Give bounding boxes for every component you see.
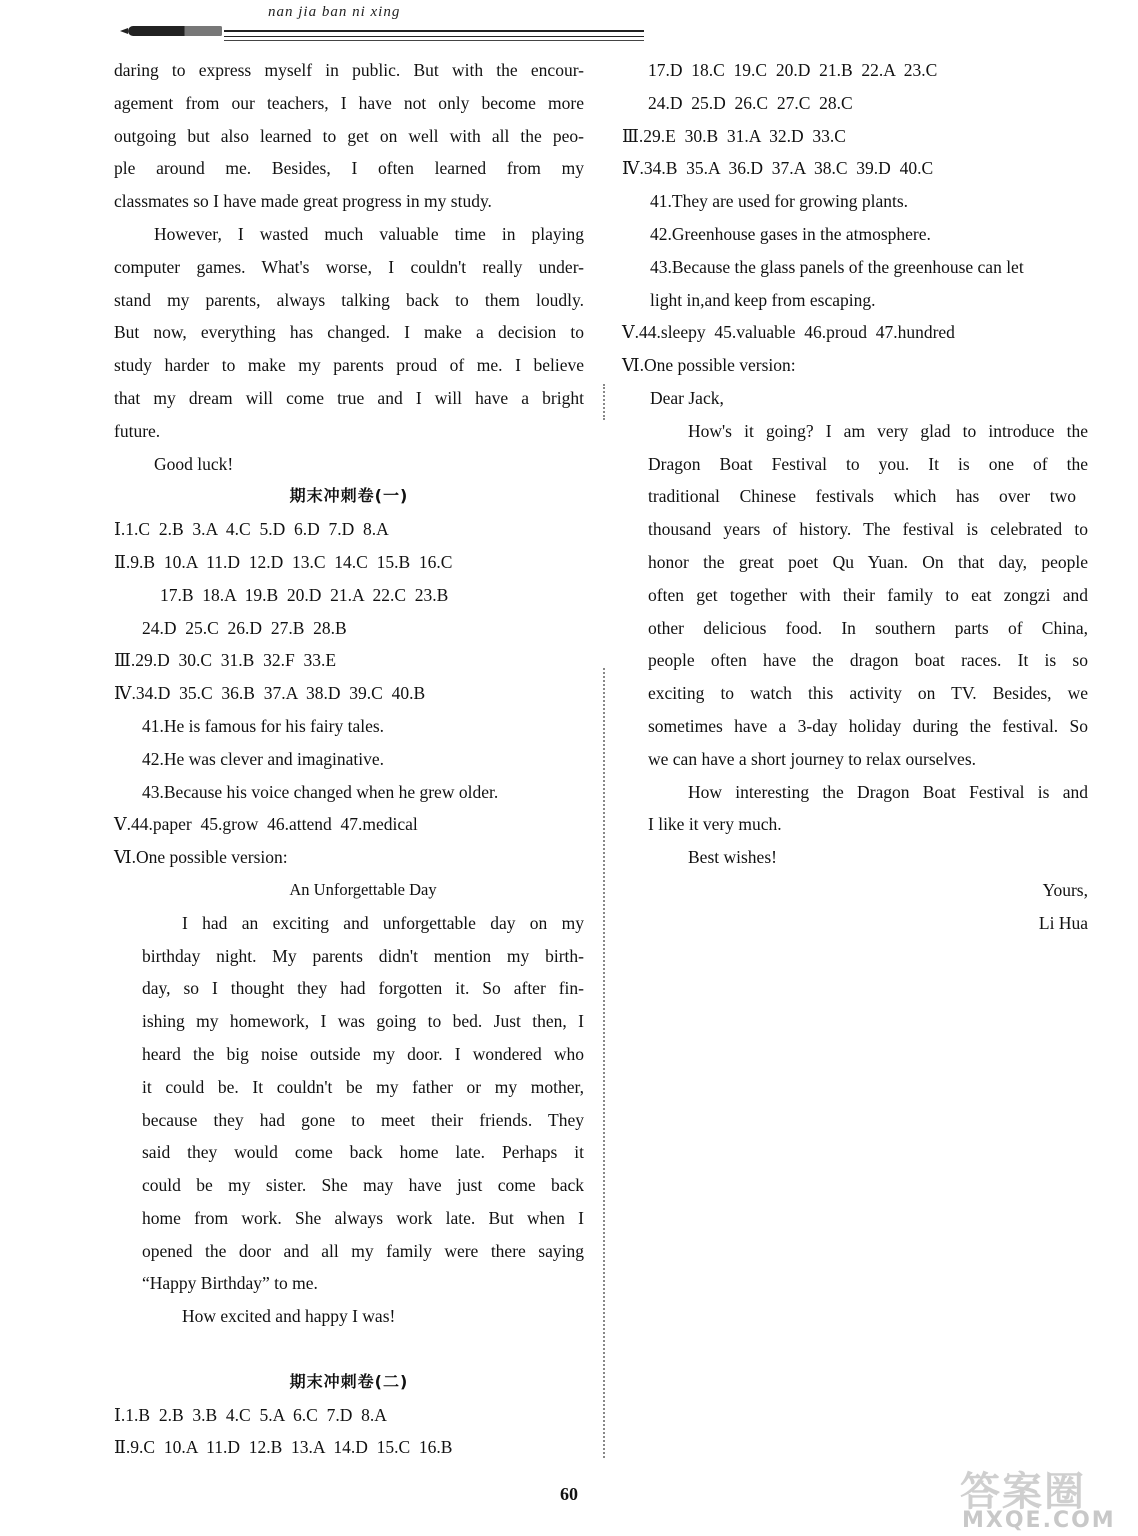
- answer-row: Ⅲ.29.D 30.C 31.B 32.F 33.E: [114, 650, 337, 671]
- text-line: sometimes have a 3-day holiday during the festival. So: [648, 715, 1088, 736]
- text-line: ple around me. Besides, I often learned from my: [114, 158, 584, 179]
- pen-icon: [128, 26, 222, 36]
- text-line: future.: [114, 420, 161, 441]
- text-line: agement from our teachers, I have not only become more: [114, 92, 584, 113]
- header-rule: [224, 36, 644, 37]
- spacer: [114, 1333, 584, 1366]
- text-line: classmates so I have made great progress in my study.: [114, 191, 492, 212]
- text-line: I had an exciting and unforgettable day on my: [182, 912, 584, 933]
- text-line: people often have the dragon boat races. It is so: [648, 650, 1088, 671]
- page-header: [128, 0, 648, 44]
- page-number: 60: [560, 1484, 578, 1504]
- answer-row: Ⅵ.One possible version:: [114, 847, 288, 868]
- text-line: daring to express myself in public. But with the encour-: [114, 60, 584, 80]
- text-line: birthday night. My parents didn't mention my birth-: [142, 945, 584, 966]
- text-line: we can have a short journey to relax ourselves.: [648, 748, 977, 769]
- text-line: often get together with their family to eat zongzi and: [648, 584, 1088, 605]
- answer-line: light in,and keep from escaping.: [650, 289, 876, 310]
- answer-row: 17.B 18.A 19.B 20.D 21.A 22.C 23.B: [160, 584, 449, 605]
- answer-row: Ⅳ.34.B 35.A 36.D 37.A 38.C 39.D 40.C: [622, 158, 934, 179]
- answer-row: Ⅵ.One possible version:: [622, 355, 796, 376]
- answer-row: 17.D 18.C 19.C 20.D 21.B 22.A 23.C: [648, 60, 938, 80]
- letter-wishes: Best wishes!: [688, 847, 777, 868]
- text-line: stand my parents, always talking back to them loudly.: [114, 289, 584, 310]
- answer-row: Ⅰ.1.C 2.B 3.A 4.C 5.D 6.D 7.D 8.A: [114, 519, 389, 540]
- text-line: honor the great poet Qu Yuan. On that day, people: [648, 551, 1088, 572]
- answer-row: Ⅰ.1.B 2.B 3.B 4.C 5.A 6.C 7.D 8.A: [114, 1404, 387, 1425]
- text-line: outgoing but also learned to get on well with all the peo-: [114, 125, 584, 146]
- answer-row: 24.D 25.C 26.D 27.B 28.B: [142, 617, 347, 638]
- column-divider: [603, 668, 605, 1458]
- text-line: thousand years of history. The festival is celebrated to: [648, 519, 1088, 540]
- text-line: How interesting the Dragon Boat Festival is and: [688, 781, 1088, 802]
- text-line: that my dream will come true and I will have a bright: [114, 387, 584, 408]
- header-rule: [224, 40, 644, 41]
- text-line: “Happy Birthday” to me.: [142, 1273, 318, 1294]
- text-line: I like it very much.: [648, 814, 782, 835]
- text-line: heard the big noise outside my door. I wondered who: [142, 1043, 584, 1064]
- watermark-url: MXQE.COM: [962, 1508, 1116, 1533]
- answer-row: Ⅲ.29.E 30.B 31.A 32.D 33.C: [622, 125, 846, 146]
- letter-signature: Li Hua: [1038, 912, 1088, 933]
- essay-title: An Unforgettable Day: [289, 879, 437, 899]
- section-title: 期末冲刺卷(二): [289, 1371, 409, 1391]
- letter-salutation: Dear Jack,: [650, 387, 724, 408]
- right-column: [622, 54, 1088, 940]
- text-line: opened the door and all my family were there saying: [142, 1240, 584, 1261]
- text-line: said they would come back home late. Perhaps it: [142, 1142, 584, 1163]
- section-title: 期末冲刺卷(一): [289, 486, 409, 506]
- text-line: traditional Chinese festivals which has over two: [648, 486, 1076, 507]
- text-line: because they had gone to meet their friends. They: [142, 1109, 584, 1130]
- text-line: home from work. She always work late. But when I: [142, 1207, 584, 1228]
- watermark-main: 答案圈: [960, 1469, 1086, 1515]
- answer-line: 43.Because the glass panels of the greenhouse can let: [650, 256, 1024, 277]
- text-line: How's it going? I am very glad to introduce the: [688, 420, 1088, 441]
- answer-row: Ⅳ.34.D 35.C 36.B 37.A 38.D 39.C 40.B: [114, 683, 426, 704]
- answer-row: 24.D 25.D 26.C 27.C 28.C: [648, 92, 853, 113]
- text-line: could be my sister. She may have just come back: [142, 1175, 584, 1196]
- text-line: other delicious food. In southern parts of China,: [648, 617, 1088, 638]
- text-line: exciting to watch this activity on TV. Besides, we: [648, 683, 1088, 704]
- text-line: However, I wasted much valuable time in playing: [154, 223, 584, 244]
- answer-line: 42.Greenhouse gases in the atmosphere.: [650, 223, 931, 244]
- answer-line: 42.He was clever and imaginative.: [142, 748, 384, 769]
- text-line: How excited and happy I was!: [182, 1306, 396, 1327]
- column-divider: [603, 384, 605, 420]
- text-line: study harder to make my parents proud of me. I believe: [114, 355, 584, 376]
- header-rule: [224, 30, 644, 32]
- text-line: it could be. It couldn't be my father or my mother,: [142, 1076, 584, 1097]
- answer-row: Ⅱ.9.C 10.A 11.D 12.B 13.A 14.D 15.C 16.B: [114, 1437, 453, 1458]
- answer-row: Ⅴ.44.paper 45.grow 46.attend 47.medical: [114, 814, 418, 835]
- answer-line: 41.He is famous for his fairy tales.: [142, 715, 385, 736]
- answer-row: Ⅱ.9.B 10.A 11.D 12.D 13.C 14.C 15.B 16.C: [114, 551, 453, 572]
- text-line: computer games. What's worse, I couldn't really under-: [114, 256, 584, 277]
- text-line: day, so I thought they had forgotten it. So after fin-: [142, 978, 584, 999]
- text-line: Dragon Boat Festival to you. It is one of the: [648, 453, 1088, 474]
- answer-row: Ⅴ.44.sleepy 45.valuable 46.proud 47.hundred: [622, 322, 955, 343]
- left-column: [114, 54, 584, 1464]
- closing-line: Good luck!: [154, 453, 234, 474]
- essay-body: [114, 907, 584, 1333]
- watermark-logo: [958, 1466, 1134, 1534]
- text-line: ishing my homework, I was going to bed. Just then, I: [142, 1011, 584, 1032]
- series-title: nan jia ban ni xing: [268, 4, 401, 20]
- answer-line: 41.They are used for growing plants.: [650, 191, 909, 212]
- answer-line: 43.Because his voice changed when he grew older.: [142, 781, 499, 802]
- letter-sign-off: Yours,: [1042, 879, 1088, 900]
- text-line: But now, everything has changed. I make a decision to: [114, 322, 584, 343]
- letter-body: [622, 415, 1088, 940]
